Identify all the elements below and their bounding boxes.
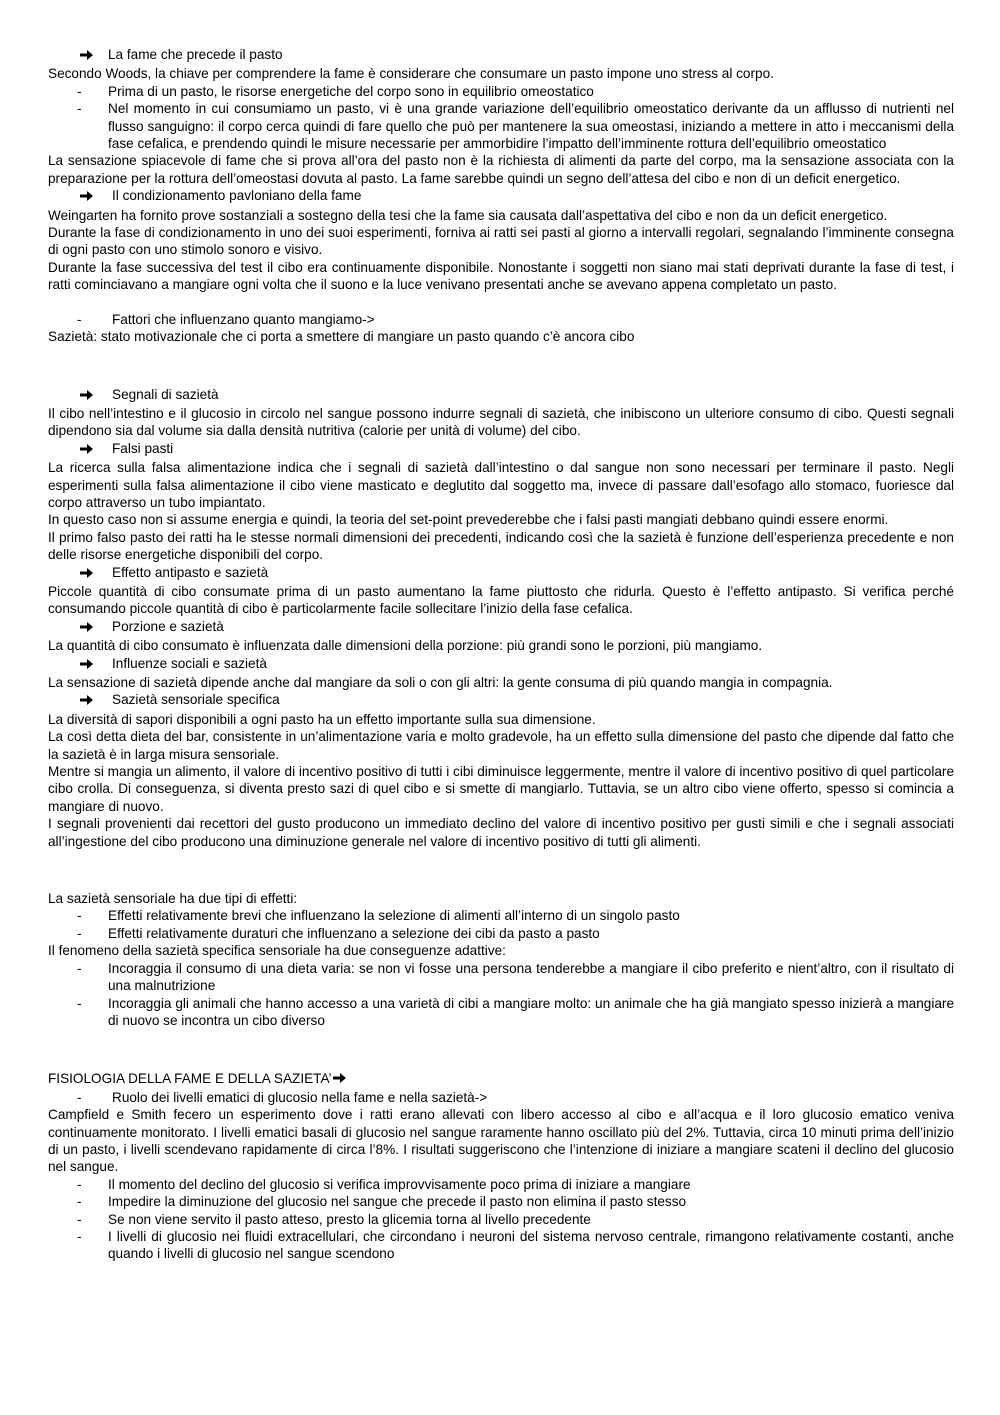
paragraph: Il cibo nell’intestino e il glucosio in circolo nel sangue possono indurre segnali di sazietà, che inibiscono un ulteriore consumo di cibo. Questi segnali dipendono sia dal volume sia dalla densità nutritiva (calorie per unità di volume) del cibo. bbox=[48, 405, 954, 439]
bullet-item bbox=[48, 960, 954, 995]
arrow-subheading bbox=[48, 187, 954, 206]
subheading-text: Il condizionamento pavloniano della fame bbox=[112, 188, 362, 204]
bullet-item bbox=[48, 83, 954, 100]
paragraph: I segnali provenienti dai recettori del gusto producono un immediato declino del valore di incentivo positivo per gusti simili e che i segnali associati all’ingestione del cibo producono una diminuzione generale nel valore di incentivo positivo di tutti gli alimenti. bbox=[48, 816, 954, 849]
arrow-subheading bbox=[48, 691, 954, 710]
paragraph: La diversità di sapori disponibili a ogni pasto ha un effetto importante sulla sua dimensione. bbox=[48, 711, 596, 727]
section-heading-text: FISIOLOGIA DELLA FAME E DELLA SAZIETA’ bbox=[48, 1071, 332, 1087]
dash-bullet-icon: - bbox=[77, 83, 82, 99]
right-arrow-icon bbox=[333, 1069, 347, 1088]
paragraph: Durante la fase successiva del test il cibo era continuamente disponibile. Nonostante i soggetti non siano mai stati deprivati durante la fase di test, i ratti cominciavano a mangiare ogni volta che il suono e la luce venivano presentati anche se avevano appena completato un pasto. bbox=[48, 259, 954, 293]
vertical-spacer bbox=[48, 850, 954, 890]
arrow-subheading bbox=[48, 386, 954, 405]
dash-bullet-icon: - bbox=[77, 1228, 82, 1244]
bullet-text: Prima di un pasto, le risorse energetiche del corpo sono in equilibrio omeostatico bbox=[108, 83, 594, 99]
paragraph: Il fenomeno della sazietà specifica sensoriale ha due conseguenze adattive: bbox=[48, 943, 506, 959]
dash-bullet-icon: - bbox=[77, 960, 82, 976]
paragraph: In questo caso non si assume energia e quindi, la teoria del set-point prevederebbe che i falsi pasti mangiati debbano quindi essere enormi. bbox=[48, 512, 889, 528]
bullet-item bbox=[48, 100, 954, 152]
right-arrow-icon bbox=[48, 564, 112, 583]
paragraph: Il primo falso pasto dei ratti ha le stesse normali dimensioni dei precedenti, indicando così che la sazietà è funzione dell’esperienza precedente e non delle risorse energetiche disponibili del corpo. bbox=[48, 529, 954, 563]
bullet-text: Il momento del declino del glucosio si verifica improvvisamente poco prima di iniziare a mangiare bbox=[108, 1176, 691, 1192]
bullet-item bbox=[48, 925, 954, 942]
paragraph: La quantità di cibo consumato è influenzata dalle dimensioni della porzione: più grandi sono le porzioni, più mangiamo. bbox=[48, 638, 763, 654]
dash-bullet-icon: - bbox=[77, 1089, 82, 1105]
paragraph: Mentre si mangia un alimento, il valore di incentivo positivo di tutti i cibi diminuisce leggermente, mentre il valore di incentivo positivo di quel particolare cibo crolla. Di conseguenza, si diventa presto sazi di quel cibo e si smette di mangiarlo. Tuttavia, se un altro cibo viene offerto, spesso si comincia a mangiare di nuovo. bbox=[48, 764, 954, 814]
bullet-text: Se non viene servito il pasto atteso, presto la glicemia torna al livello precedente bbox=[108, 1211, 591, 1227]
dash-bullet-icon: - bbox=[77, 1194, 82, 1210]
vertical-spacer bbox=[48, 294, 954, 311]
bullet-text: Fattori che influenzano quanto mangiamo-> bbox=[112, 311, 375, 327]
right-arrow-icon bbox=[48, 655, 112, 674]
bullet-item bbox=[48, 1193, 954, 1210]
bullet-text: I livelli di glucosio nei fluidi extracellulari, che circondano i neuroni del sistema nervoso centrale, rimangono relativamente costanti, anche quando i livelli di glucosio nel sangue scendono bbox=[108, 1228, 954, 1262]
bullet-text: Incoraggia il consumo di una dieta varia: se non vi fosse una persona tenderebbe a mangiare il cibo preferito e nient’altro, con il risultato di una malnutrizione bbox=[108, 960, 954, 994]
bullet-text: Effetti relativamente brevi che influenzano la selezione di alimenti all’interno di un singolo pasto bbox=[108, 908, 680, 924]
vertical-spacer bbox=[48, 346, 954, 386]
bullet-text: Ruolo dei livelli ematici di glucosio nella fame e nella sazietà-> bbox=[112, 1089, 488, 1105]
dash-bullet-icon: - bbox=[77, 908, 82, 924]
arrow-subheading bbox=[48, 618, 954, 637]
dash-bullet-icon: - bbox=[77, 1211, 82, 1227]
right-arrow-icon bbox=[48, 691, 112, 710]
paragraph: Weingarten ha fornito prove sostanziali a sostegno della tesi che la fame sia causata dall’aspettativa del cibo e non da un deficit energetico. bbox=[48, 207, 888, 223]
arrow-subheading bbox=[48, 46, 954, 65]
subheading-text: Porzione e sazietà bbox=[112, 618, 224, 634]
bullet-item bbox=[48, 995, 954, 1030]
arrow-subheading bbox=[48, 564, 954, 583]
subheading-text: Falsi pasti bbox=[112, 440, 174, 456]
dash-bullet-icon: - bbox=[77, 1176, 82, 1192]
right-arrow-icon bbox=[48, 386, 112, 405]
right-arrow-icon bbox=[48, 46, 108, 65]
paragraph: Campfield e Smith fecero un esperimento dove i ratti erano allevati con libero accesso al cibo e all’acqua e il loro glucosio ematico veniva continuamente monitorato. I livelli ematici basali di glucosio nel sangue raramente hanno oscillato più del 2%. Tuttavia, circa 10 minuti prima dell’inizio di un pasto, i livelli scendevano rapidamente di circa l’8%. I risultati suggeriscono che l’intenzione di iniziare a mangiare scateni il declino del glucosio nel sangue. bbox=[48, 1107, 954, 1175]
right-arrow-icon bbox=[48, 187, 112, 206]
bullet-text: Incoraggia gli animali che hanno accesso a una varietà di cibi a mangiare molto: un animale che ha già mangiato spesso inizierà a mangiare di nuovo se incontra un cibo diverso bbox=[108, 995, 954, 1028]
subheading-text: Sazietà sensoriale specifica bbox=[112, 692, 280, 708]
paragraph: Durante la fase di condizionamento in uno dei suoi esperimenti, forniva ai ratti sei pasti al giorno a intervalli regolari, segnalando l’imminente consegna di ogni pasto con uno stimolo sonoro e visivo. bbox=[48, 225, 954, 258]
bullet-item bbox=[48, 1211, 954, 1228]
subheading-text: Influenze sociali e sazietà bbox=[112, 655, 267, 671]
subheading-text: La fame che precede il pasto bbox=[108, 47, 283, 62]
bullet-item bbox=[48, 1176, 954, 1193]
paragraph: La sensazione spiacevole di fame che si prova all’ora del pasto non è la richiesta di alimenti da parte del corpo, ma la sensazione associata con la preparazione per la rottura dell’omeostasi dovuta al pasto. La fame sarebbe quindi un segno dell’attesa del cibo e non di un deficit energetico. bbox=[48, 153, 954, 186]
paragraph: Piccole quantità di cibo consumate prima di un pasto aumentano la fame piuttosto che ridurla. Questo è l’effetto antipasto. Si verifica perché consumando piccole quantità di cibo è particolarmente facile sollecitare l’inizio della fase cefalica. bbox=[48, 583, 954, 617]
subheading-text: Segnali di sazietà bbox=[112, 386, 219, 402]
dash-bullet-icon: - bbox=[77, 101, 82, 117]
paragraph: La sensazione di sazietà dipende anche dal mangiare da soli o con gli altri: la gente consuma di più quando mangia in compagnia. bbox=[48, 675, 833, 690]
bullet-item bbox=[48, 1089, 954, 1106]
paragraph: Sazietà: stato motivazionale che ci porta a smettere di mangiare un pasto quando c’è ancora cibo bbox=[48, 329, 635, 345]
bullet-text: Effetti relativamente duraturi che influenzano a selezione dei cibi da pasto a pasto bbox=[108, 925, 600, 941]
arrow-subheading bbox=[48, 655, 954, 674]
bullet-text: Nel momento in cui consumiamo un pasto, vi è una grande variazione dell’equilibrio omeostatico derivante da un afflusso di nutrienti nel flusso sanguigno: il corpo cerca quindi di fare quello che può per mantenere la sua omeostasi, iniziando a mettere in atto i meccanismi della fase cefalica, e prendendo quindi le misure necessarie per ammorbidire l’impatto dell’imminente rottura dell’equilibrio omeostatico bbox=[108, 101, 954, 152]
bullet-text: Impedire la diminuzione del glucosio nel sangue che precede il pasto non elimina il pasto stesso bbox=[108, 1194, 687, 1210]
subheading-text: Effetto antipasto e sazietà bbox=[112, 564, 269, 580]
dash-bullet-icon: - bbox=[77, 995, 82, 1011]
section-heading bbox=[48, 1069, 954, 1088]
arrow-subheading bbox=[48, 440, 954, 459]
paragraph: La così detta dieta del bar, consistente in un’alimentazione varia e molto gradevole, ha un effetto sulla dimensione del pasto che dipende dal fatto che la sazietà è in larga misura sensoriale. bbox=[48, 729, 954, 762]
bullet-item bbox=[48, 311, 954, 328]
vertical-spacer bbox=[48, 1029, 954, 1069]
paragraph: La sazietà sensoriale ha due tipi di effetti: bbox=[48, 891, 298, 907]
bullet-item bbox=[48, 1228, 954, 1263]
paragraph: La ricerca sulla falsa alimentazione indica che i segnali di sazietà dall’intestino o dal sangue non sono necessari per terminare il pasto. Negli esperimenti sulla falsa alimentazione il cibo viene masticato e deglutito dal soggetto ma, invece di passare dall’esofago allo stomaco, fuoriesce dal corpo attraverso un tubo impiantato. bbox=[48, 460, 954, 510]
right-arrow-icon bbox=[48, 440, 112, 459]
dash-bullet-icon: - bbox=[77, 925, 82, 941]
right-arrow-icon bbox=[48, 618, 112, 637]
bullet-item bbox=[48, 907, 954, 924]
dash-bullet-icon: - bbox=[77, 311, 82, 327]
paragraph: Secondo Woods, la chiave per comprendere la fame è considerare che consumare un pasto impone uno stress al corpo. bbox=[48, 66, 774, 82]
